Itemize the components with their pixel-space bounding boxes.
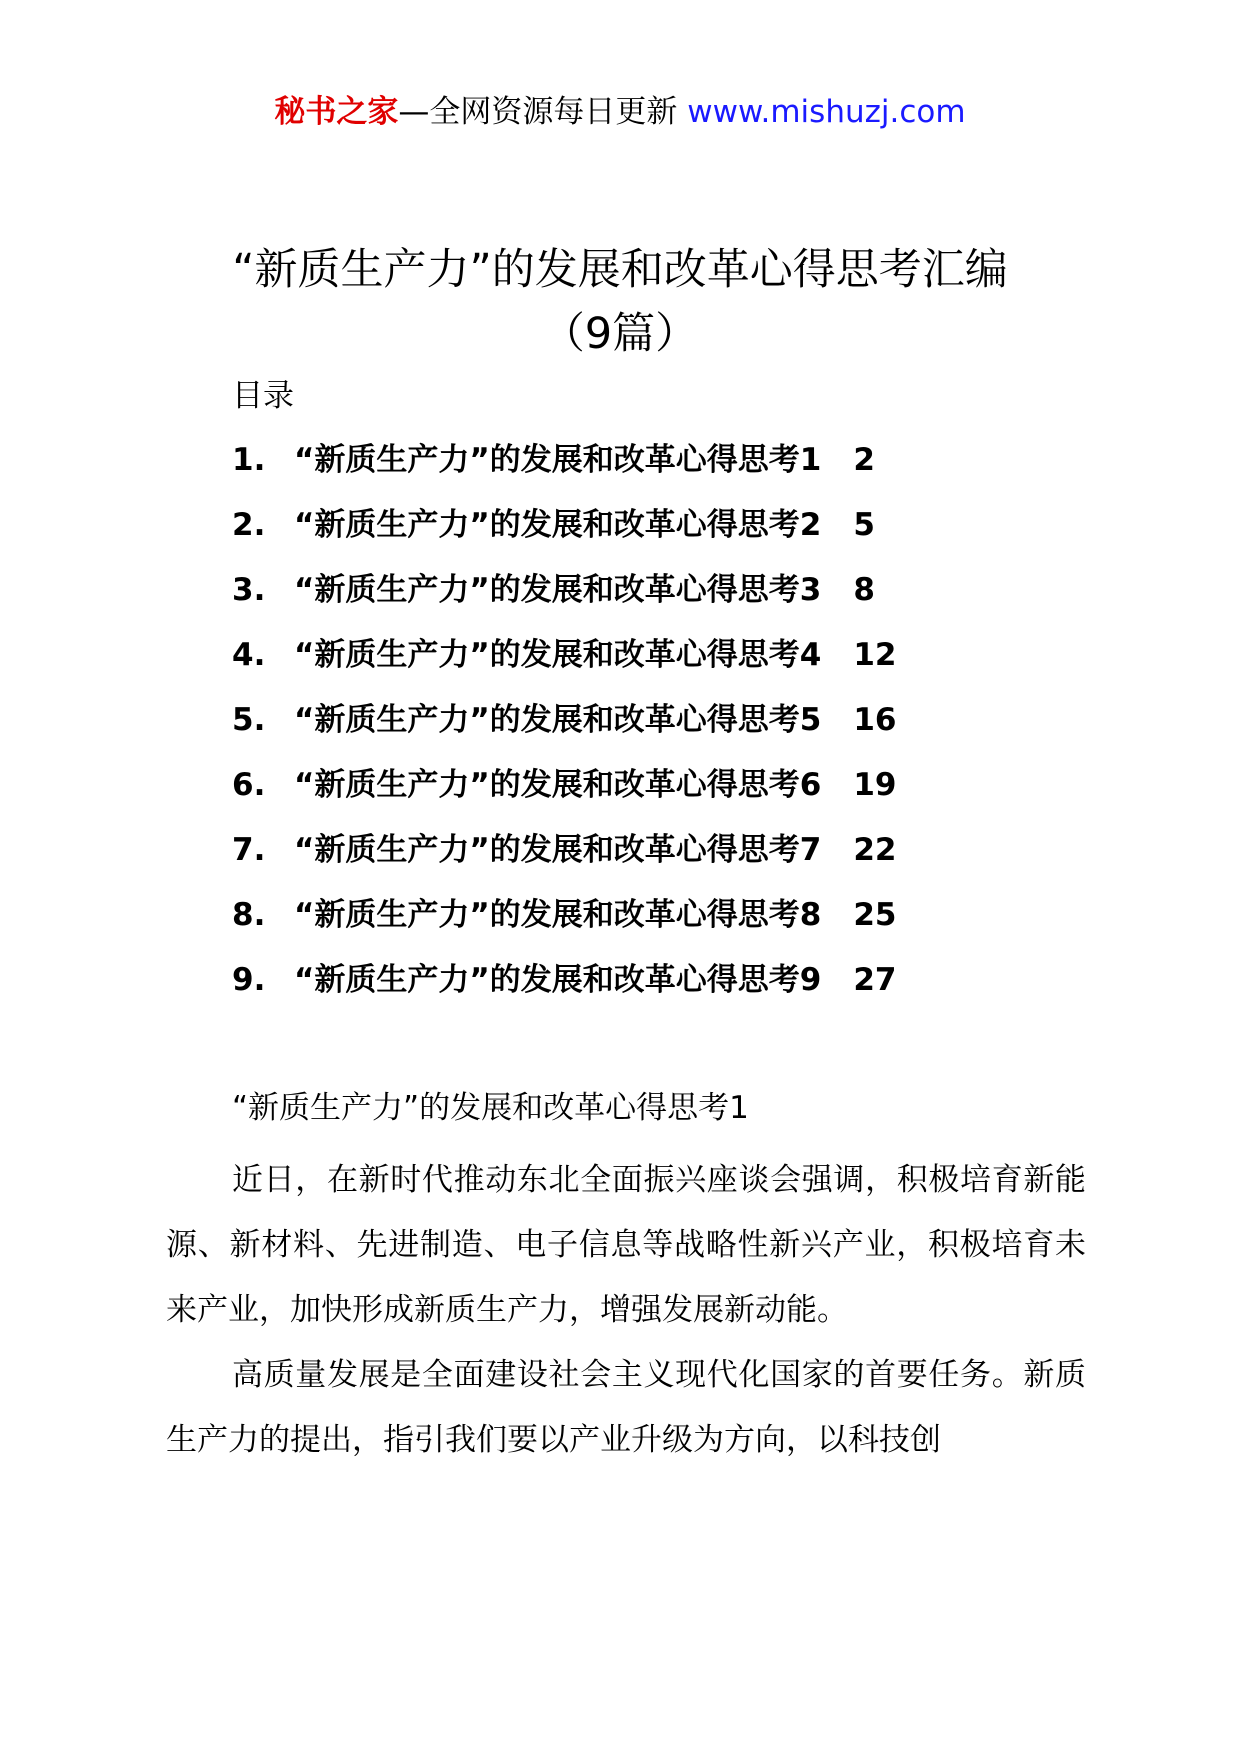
toc-heading: 目录 <box>232 378 294 414</box>
toc-item-number: 7. <box>232 832 266 868</box>
toc-item-title: “新质生产力”的发展和改革心得思考4 <box>294 637 822 673</box>
site-url-link[interactable]: www.mishuzj.com <box>687 94 966 130</box>
toc-item-number: 8. <box>232 897 266 933</box>
toc-item-number: 1. <box>232 442 266 478</box>
toc-item[interactable] <box>232 828 896 893</box>
toc-item[interactable] <box>232 503 896 568</box>
toc-item-page: 25 <box>853 897 897 933</box>
toc-item-page: 2 <box>853 442 875 478</box>
paragraph: 近日，在新时代推动东北全面振兴座谈会强调，积极培育新能源、新材料、先进制造、电子信息等战略性新兴产业，积极培育未来产业，加快形成新质生产力，增强发展新动能。 <box>166 1162 1086 1328</box>
toc-item-number: 5. <box>232 702 266 738</box>
toc-item-page: 5 <box>853 507 875 543</box>
article-body <box>166 1148 1086 1473</box>
toc-item-page: 16 <box>853 702 897 738</box>
toc-item-page: 27 <box>853 962 897 998</box>
toc-item[interactable] <box>232 958 896 1023</box>
toc-item-number: 9. <box>232 962 266 998</box>
toc-item-title: “新质生产力”的发展和改革心得思考7 <box>294 832 822 868</box>
document-title <box>0 238 1240 366</box>
toc-item-title: “新质生产力”的发展和改革心得思考1 <box>294 442 822 478</box>
toc-item-number: 4. <box>232 637 266 673</box>
header-tagline: —全网资源每日更新 <box>398 94 678 130</box>
toc-item[interactable] <box>232 698 896 763</box>
title-line-2: （9篇） <box>541 309 699 359</box>
toc-item-page: 8 <box>853 572 875 608</box>
toc-item-number: 3. <box>232 572 266 608</box>
toc-item-number: 2. <box>232 507 266 543</box>
toc-item-title: “新质生产力”的发展和改革心得思考3 <box>294 572 822 608</box>
site-header <box>0 92 1240 132</box>
section-title: “新质生产力”的发展和改革心得思考1 <box>232 1090 749 1126</box>
toc-item[interactable] <box>232 568 896 633</box>
toc-item-title: “新质生产力”的发展和改革心得思考5 <box>294 702 822 738</box>
title-line-1: “新质生产力”的发展和改革心得思考汇编 <box>232 245 1008 295</box>
toc-item-page: 19 <box>853 767 897 803</box>
toc-item-title: “新质生产力”的发展和改革心得思考9 <box>294 962 822 998</box>
toc-item-title: “新质生产力”的发展和改革心得思考8 <box>294 897 822 933</box>
toc-item-page: 12 <box>853 637 897 673</box>
toc-item[interactable] <box>232 438 896 503</box>
brand-name: 秘书之家 <box>274 94 399 130</box>
paragraph: 高质量发展是全面建设社会主义现代化国家的首要任务。新质生产力的提出，指引我们要以产业升级为方向，以科技创 <box>166 1357 1086 1458</box>
toc-item[interactable] <box>232 633 896 698</box>
toc-item-title: “新质生产力”的发展和改革心得思考2 <box>294 507 822 543</box>
toc-item[interactable] <box>232 763 896 828</box>
toc-item-page: 22 <box>853 832 897 868</box>
toc-item-number: 6. <box>232 767 266 803</box>
toc-item-title: “新质生产力”的发展和改革心得思考6 <box>294 767 822 803</box>
table-of-contents <box>232 438 896 1023</box>
toc-item[interactable] <box>232 893 896 958</box>
